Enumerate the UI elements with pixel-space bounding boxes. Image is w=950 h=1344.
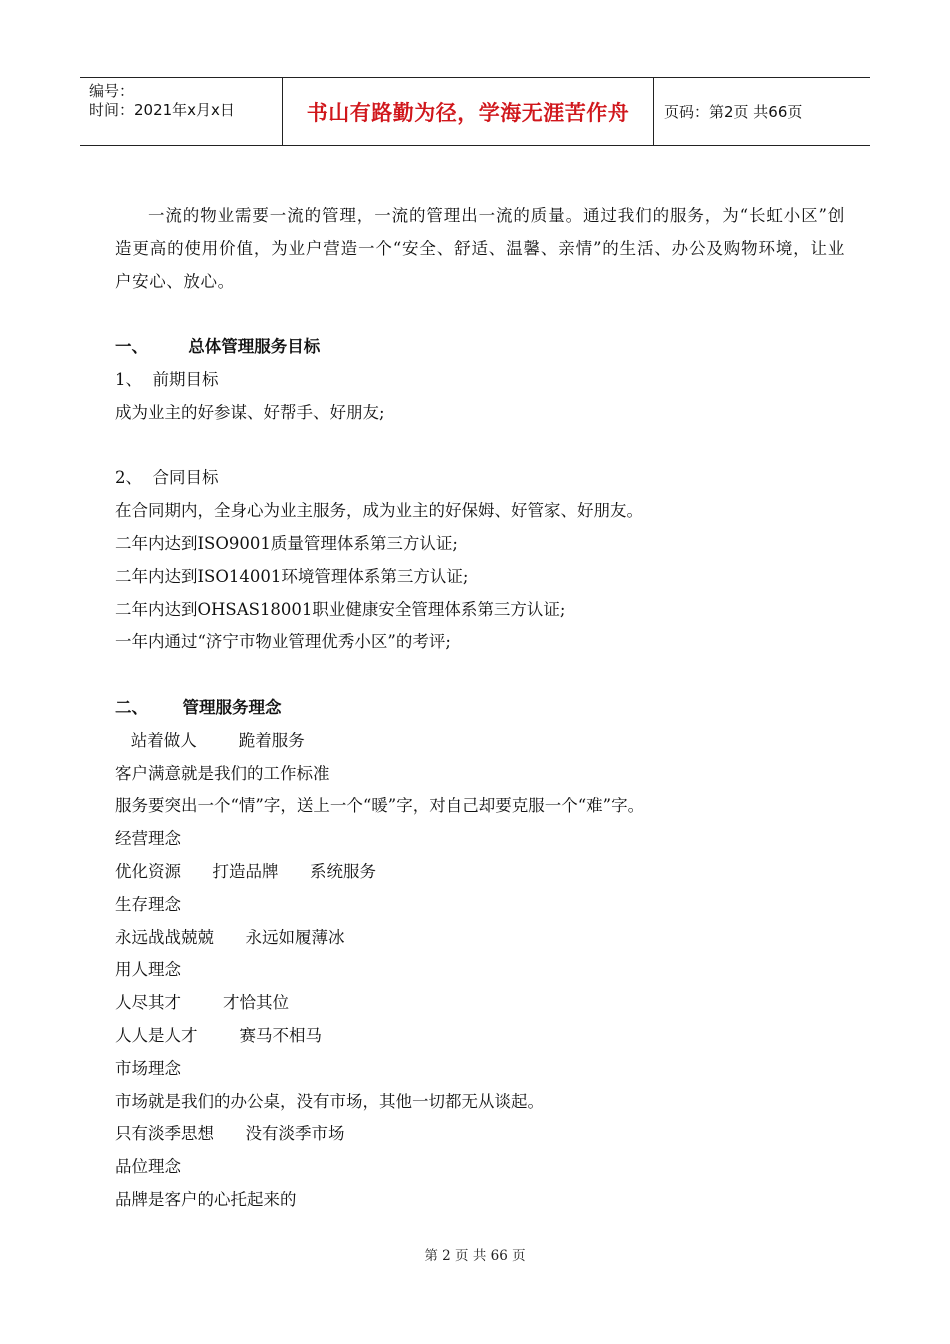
header-page-info: 页码：第2页 共66页: [664, 103, 803, 121]
section2-line: 只有淡季思想 没有淡季市场: [115, 1124, 345, 1144]
section1-sub2-line: 二年内达到OHSAS18001职业健康安全管理体系第三方认证;: [115, 599, 566, 619]
section2-heading: 二、 管理服务理念: [115, 697, 282, 717]
date-label: 时间：2021年x月x日: [89, 101, 235, 119]
section2-line: 人人是人才 赛马不相马: [115, 1025, 322, 1045]
document-header: [80, 77, 870, 146]
section2-line: 经营理念: [115, 829, 181, 849]
section2-line: 优化资源 打造品牌 系统服务: [115, 861, 376, 881]
section1-heading: 一、 总体管理服务目标: [115, 337, 321, 357]
section2-line: 市场理念: [115, 1058, 181, 1078]
section1-sub2-title: 2、 合同目标: [115, 468, 219, 488]
section1-sub2-line: 一年内通过“济宁市物业管理优秀小区”的考评;: [115, 632, 451, 652]
section1-sub1-title: 1、 前期目标: [115, 369, 219, 389]
header-left-cell: [80, 78, 282, 145]
section2-line: 人尽其才 才恰其位: [115, 993, 289, 1013]
document-body: [115, 200, 845, 1217]
section2-line: 服务要突出一个“情”字，送上一个“暖”字，对自己却要克服一个“难”字。: [115, 796, 645, 816]
section1-sub2-line: 二年内达到ISO9001质量管理体系第三方认证;: [115, 533, 458, 553]
section1-sub1-text: 成为业主的好参谋、好帮手、好朋友;: [115, 402, 385, 422]
section2-line: 客户满意就是我们的工作标准: [115, 763, 330, 783]
intro-paragraph: 一流的物业需要一流的管理，一流的管理出一流的质量。通过我们的服务，为“长虹小区”创造更高的使用价值，为业户营造一个“安全、舒适、温馨、亲情”的生活、办公及购物环境，让业户安心、放心。: [115, 206, 845, 291]
page-footer: 第 2 页 共 66 页: [424, 1248, 526, 1264]
section1-sub2-line: 二年内达到ISO14001环境管理体系第三方认证;: [115, 566, 469, 586]
section2-line: 站着做人 跪着服务: [115, 730, 305, 750]
section2-line: 永远战战兢兢 永远如履薄冰: [115, 927, 345, 947]
header-motto: 书山有路勤为径，学海无涯苦作舟: [282, 78, 654, 145]
section2-line: 品位理念: [115, 1157, 181, 1177]
section2-line: 生存理念: [115, 894, 181, 914]
section2-line: 用人理念: [115, 960, 181, 980]
serial-label: 编号：: [89, 82, 135, 100]
section1-sub2-line: 在合同期内，全身心为业主服务，成为业主的好保姆、好管家、好朋友。: [115, 501, 643, 521]
section2-line: 市场就是我们的办公桌，没有市场，其他一切都无从谈起。: [115, 1091, 544, 1111]
section2-line: 品牌是客户的心托起来的: [115, 1189, 297, 1209]
